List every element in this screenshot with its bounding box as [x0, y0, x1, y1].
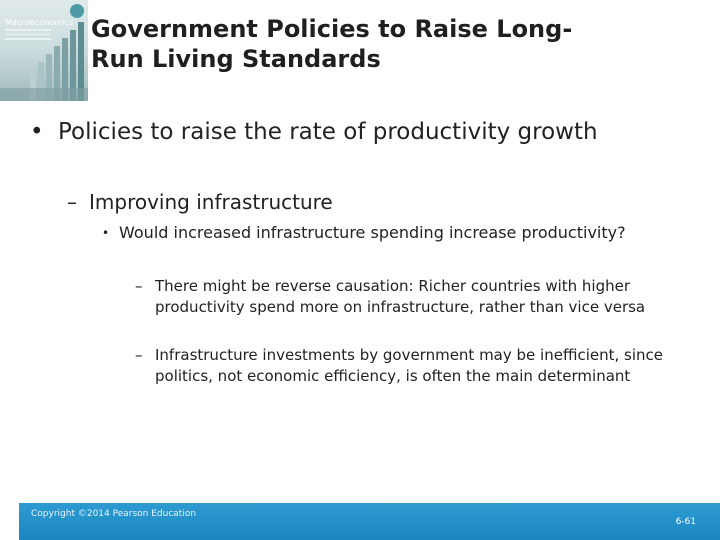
bullet-dot-icon: • [102, 226, 110, 240]
edition-badge [70, 4, 84, 18]
cover-authors-lines [5, 29, 51, 41]
cover-title: Macroeconomics [5, 18, 74, 27]
slide-title [91, 14, 691, 74]
bullet-dot-icon: • [30, 119, 44, 145]
book-cover-image [0, 0, 88, 101]
bullet-text: Policies to raise the rate of productivity growth [58, 119, 598, 145]
footer-bar [19, 503, 720, 540]
dash-icon: – [67, 190, 77, 214]
point-text: Infrastructure investments by government may be inefficient, since politics, not economic efficiency, is often the main determinant [155, 346, 663, 385]
dash-icon: – [135, 277, 143, 295]
sub-sub-bullet-text: Would increased infrastructure spending increase productivity? [119, 223, 626, 242]
sub-bullet-text: Improving infrastructure [89, 190, 333, 214]
copyright-text: Copyright ©2014 Pearson Education [31, 509, 197, 519]
title-line-1: Government Policies to Raise Long- [91, 15, 573, 43]
dash-icon: – [135, 346, 143, 364]
point-text: There might be reverse causation: Richer countries with higher productivity spend more on infrastructure, rather than vice versa [155, 277, 646, 316]
title-line-2: Run Living Standards [91, 45, 381, 73]
page-number: 6-61 [675, 517, 696, 527]
